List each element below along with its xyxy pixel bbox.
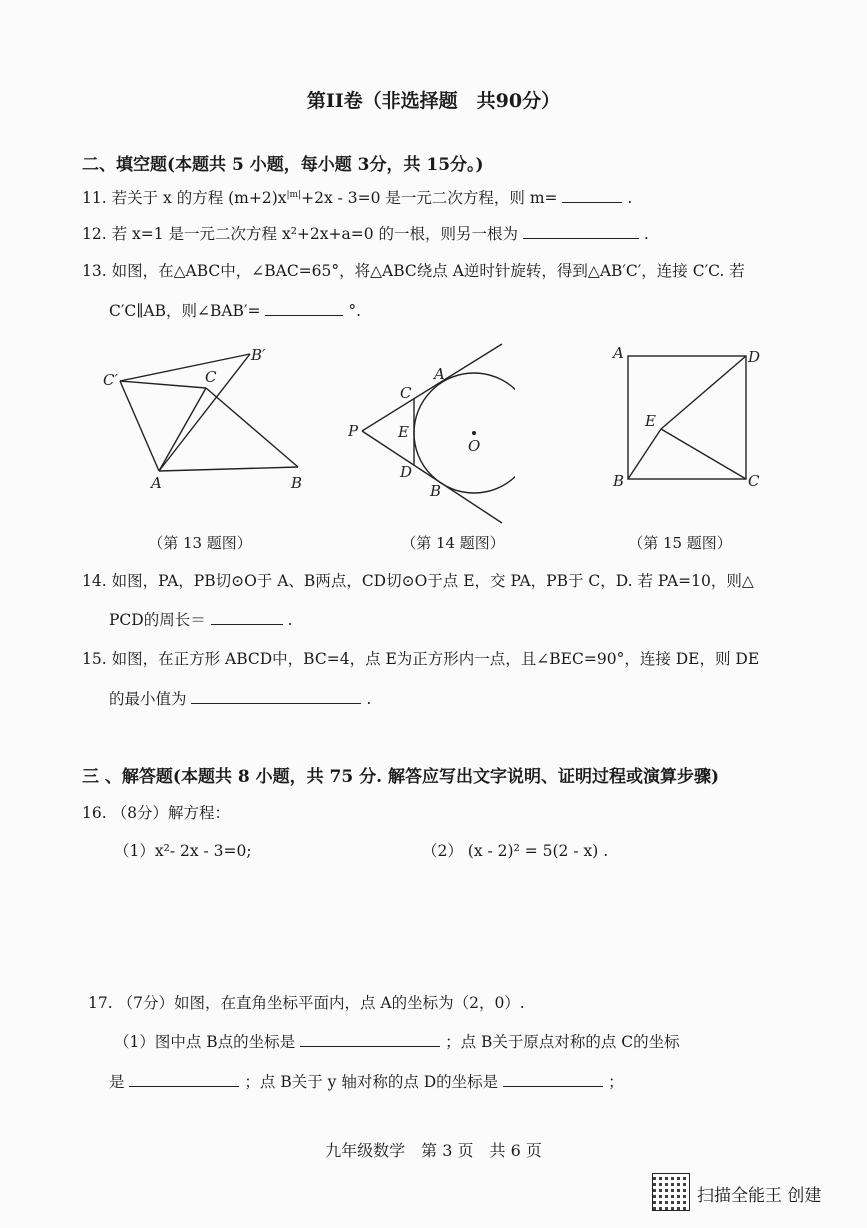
question-12 — [82, 222, 649, 245]
q15-answer-blank[interactable] — [191, 687, 361, 704]
part-title: 第II卷（非选择题 共90分） — [306, 90, 561, 112]
q17-c-coordinate-blank[interactable] — [129, 1070, 239, 1087]
q17-part2-text-b: ；点 B关于 y 轴对称的点 D的坐标是 — [244, 1073, 499, 1091]
question-15-line2 — [109, 687, 371, 710]
q13-text-line1: 如图，在△ABC中，∠BAC=65°，将△ABC绕点 A逆时针旋转，得到△AB′C′，连接 C′C. 若 — [111, 262, 745, 280]
q17-heading: （7分）如图，在直角坐标平面内，点 A的坐标为（2，0）. — [117, 994, 525, 1012]
q15-text-line2: 的最小值为 — [109, 690, 187, 708]
section-3-heading: 三 、解答题(本题共 8 小题，共 75 分. 解答应写出文字说明、证明过程或演算步骤) — [82, 767, 720, 787]
question-14-line2 — [109, 608, 293, 631]
figure-14 — [340, 335, 515, 530]
f15-label-C: C — [748, 472, 760, 490]
q11-text-pre: 若关于 x 的方程 (m+2)x — [111, 189, 287, 208]
q16-heading: （8分）解方程： — [111, 804, 230, 822]
scanner-watermark: 扫描全能王 创建 — [697, 1186, 822, 1206]
q11-exponent: |m| — [286, 190, 302, 200]
q17-part1-text-a: （1）图中点 B点的坐标是 — [114, 1033, 296, 1051]
figure-14-caption: （第 14 题图） — [401, 534, 505, 552]
question-13-line1 — [82, 260, 745, 282]
q11-end: . — [627, 189, 633, 208]
q11-text-post: +2x - 3=0 是一元二次方程，则 m= — [301, 189, 558, 208]
f14-center-dot — [472, 431, 476, 435]
figure-13-caption: （第 13 题图） — [148, 534, 252, 552]
q13-end: °. — [348, 302, 362, 320]
f15-label-B: B — [613, 472, 625, 490]
q12-number: 12. — [82, 225, 107, 243]
f14-label-P: P — [348, 422, 359, 440]
f14-label-C: C — [400, 384, 412, 402]
q17-b-coordinate-blank[interactable] — [300, 1030, 440, 1047]
f13-label-C: C — [205, 368, 217, 386]
q17-part2-text-c: ； — [608, 1073, 624, 1091]
figure-15-caption: （第 15 题图） — [628, 534, 732, 552]
q11-number: 11. — [82, 189, 107, 208]
q17-d-coordinate-blank[interactable] — [503, 1070, 603, 1087]
q15-number: 15. — [82, 650, 107, 668]
figure-13 — [95, 340, 320, 500]
f13-label-A: A — [151, 474, 162, 492]
q14-answer-blank[interactable] — [211, 608, 283, 625]
q17-part2-text-a: 是 — [109, 1073, 125, 1091]
question-17 — [88, 992, 525, 1014]
f13-label-B: B — [291, 474, 303, 492]
q11-answer-blank[interactable] — [562, 186, 622, 203]
q13-number: 13. — [82, 262, 107, 280]
qr-code-icon — [652, 1173, 690, 1211]
q16-part-2: （2） (x - 2)² = 5(2 - x) . — [422, 842, 609, 860]
f14-label-B: B — [430, 482, 442, 500]
f13-label-Bprime: B′ — [251, 346, 266, 364]
q16-number: 16. — [82, 804, 107, 822]
f13-label-Cprime: C′ — [103, 371, 118, 389]
page-footer: 九年级数学 第 3 页 共 6 页 — [325, 1141, 542, 1160]
f14-label-D: D — [400, 463, 413, 481]
q15-end: . — [366, 690, 372, 708]
q17-part-1 — [114, 1030, 680, 1053]
f15-label-D: D — [748, 348, 761, 366]
q17-part1-text-b: ；点 B关于原点对称的点 C的坐标 — [445, 1033, 680, 1051]
q14-number: 14. — [82, 572, 107, 590]
q12-answer-blank[interactable] — [523, 222, 639, 239]
f15-label-A: A — [613, 344, 624, 362]
q14-text-line2: PCD的周长＝ — [109, 611, 206, 629]
question-15-line1 — [82, 648, 759, 670]
q17-part-1-line2 — [109, 1070, 624, 1093]
f14-label-O: O — [468, 437, 481, 455]
q14-text-line1: 如图，PA，PB切⊙O于 A、B两点，CD切⊙O于点 E，交 PA，PB于 C，D. 若 PA=10，则△ — [111, 572, 754, 590]
q14-end: . — [287, 611, 293, 629]
section-2-heading: 二、填空题(本题共 5 小题，每小题 3分，共 15分。) — [82, 155, 484, 175]
f14-label-E: E — [398, 423, 409, 441]
figure-15 — [605, 340, 775, 500]
question-14-line1 — [82, 570, 754, 592]
q13-answer-blank[interactable] — [265, 299, 343, 316]
q12-end: . — [643, 225, 649, 243]
q17-number: 17. — [88, 994, 113, 1012]
question-16 — [82, 802, 230, 824]
f15-label-E: E — [645, 412, 656, 430]
q13-text-line2: C′C∥AB，则∠BAB′= — [109, 302, 261, 320]
question-13-line2 — [109, 299, 361, 322]
q15-text-line1: 如图，在正方形 ABCD中，BC=4，点 E为正方形内一点，且∠BEC=90°，连接 DE，则 DE — [111, 650, 760, 668]
q12-text: 若 x=1 是一元二次方程 x²+2x+a=0 的一根，则另一根为 — [111, 225, 519, 243]
q16-part-1: （1）x²- 2x - 3=0; — [114, 842, 252, 860]
question-11 — [82, 184, 632, 209]
f14-label-A: A — [434, 365, 445, 383]
